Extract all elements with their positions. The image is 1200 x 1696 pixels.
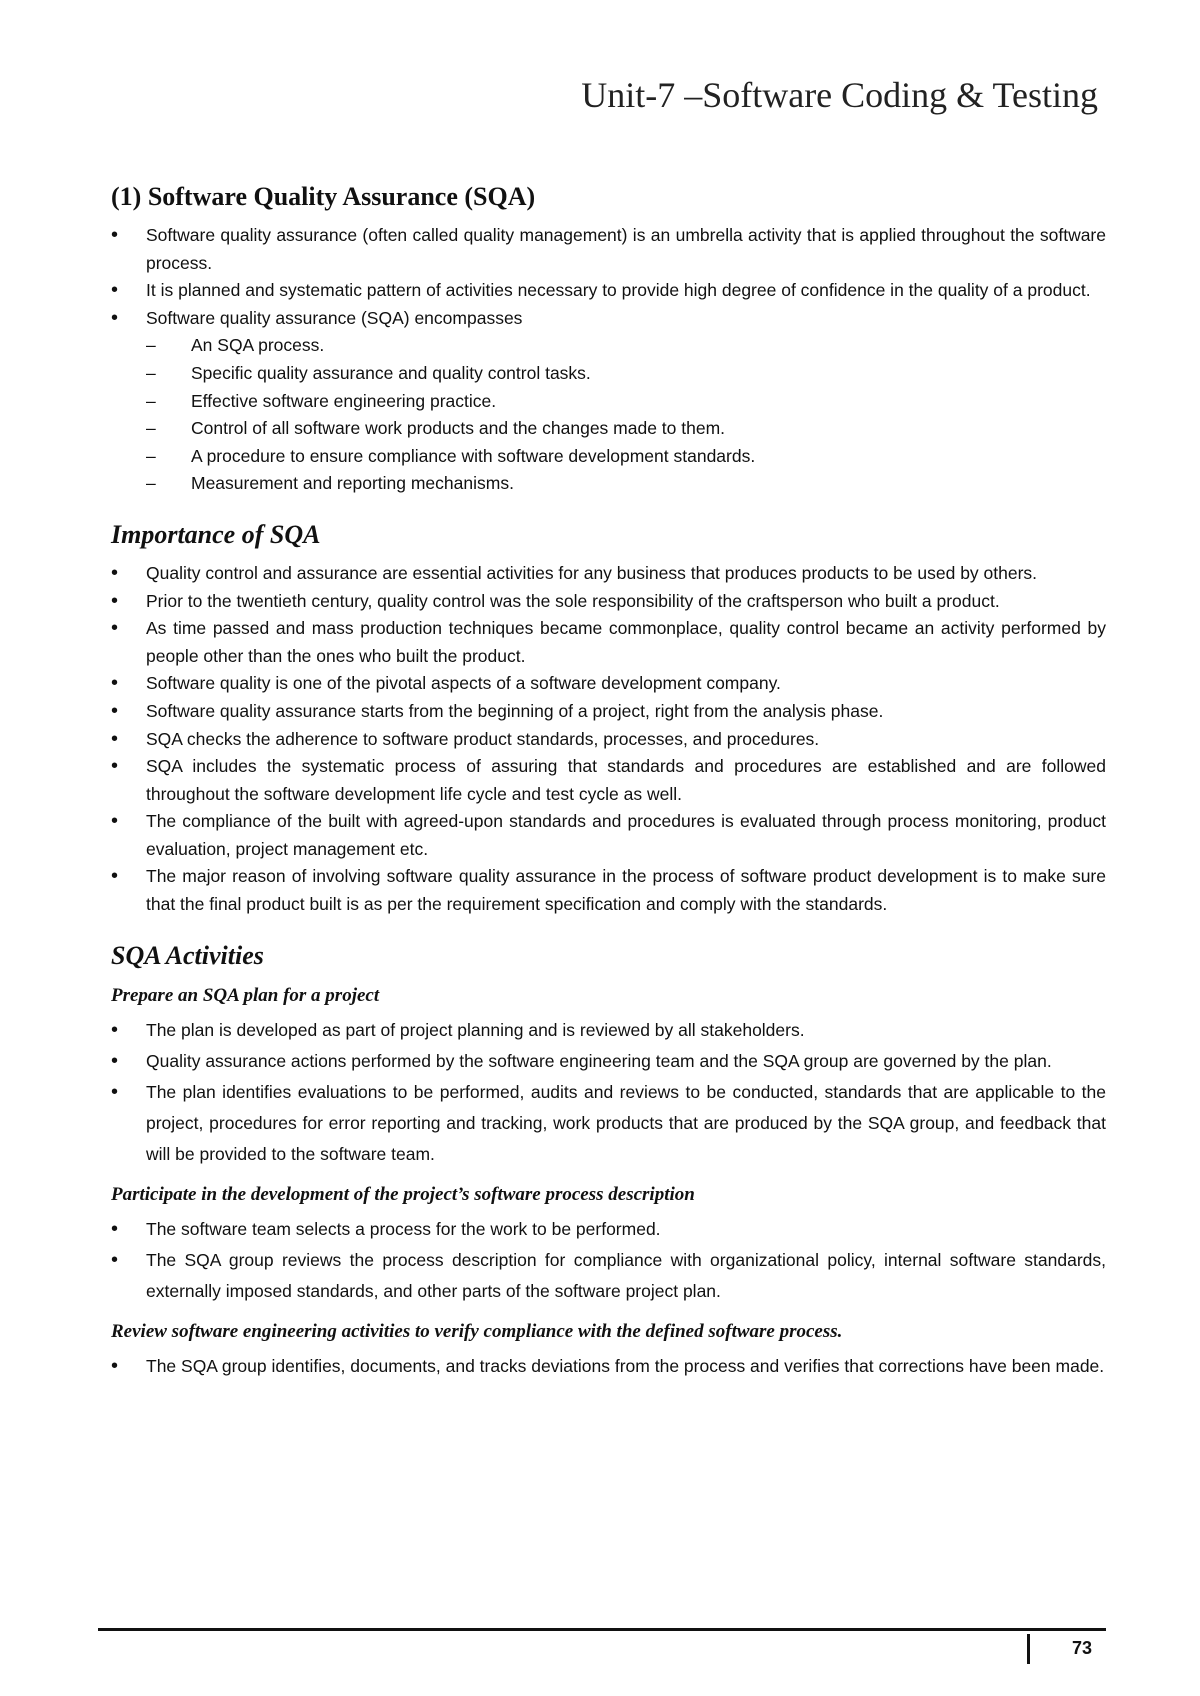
list-item: • Quality assurance actions performed by the software engineering team and the SQA group are governed by the plan. (111, 1046, 1106, 1077)
list-item: • The plan is developed as part of project planning and is reviewed by all stakeholders. (111, 1015, 1106, 1046)
sub-list-item: – An SQA process. (146, 332, 1106, 360)
page-header-title: Unit-7 –Software Coding & Testing (581, 75, 1098, 115)
heading-review-engineering-activities: Review software engineering activities to verify compliance with the defined software process. (111, 1320, 843, 1342)
list-item: • Software quality assurance (often called quality management) is an umbrella activity that is applied throughout the software process. (111, 222, 1106, 277)
footer-rule (98, 1628, 1106, 1631)
heading-importance-of-sqa: Importance of SQA (111, 519, 321, 549)
list-item: • The SQA group identifies, documents, and tracks deviations from the process and verifies that corrections have been made. (111, 1351, 1106, 1382)
list-item: • The plan identifies evaluations to be performed, audits and reviews to be conducted, standards that are applicable to the project, procedures for error reporting and tracking, work products that are produced by the SQA group, and feedback that will be provided to the software team. (111, 1077, 1106, 1170)
sub-list-item: – Control of all software work products and the changes made to them. (146, 415, 1106, 443)
section-title-sqa: (1) Software Quality Assurance (SQA) (111, 182, 536, 211)
list-item: • Software quality assurance starts from the beginning of a project, right from the analysis phase. (111, 698, 1106, 726)
list-item: • SQA includes the systematic process of assuring that standards and procedures are established and are followed throughout the software development life cycle and test cycle as well. (111, 753, 1106, 808)
sub-list-item: – A procedure to ensure compliance with software development standards. (146, 443, 1106, 471)
importance-list (111, 560, 1106, 919)
page-content (111, 182, 1106, 1382)
list-item: • The software team selects a process for the work to be performed. (111, 1214, 1106, 1245)
list-item: • The compliance of the built with agreed-upon standards and procedures is evaluated through process monitoring, product evaluation, project management etc. (111, 808, 1106, 863)
review-list (111, 1351, 1106, 1382)
list-item: • Software quality is one of the pivotal aspects of a software development company. (111, 670, 1106, 698)
list-item: • Quality control and assurance are essential activities for any business that produces products to be used by others. (111, 560, 1106, 588)
list-item: • Prior to the twentieth century, quality control was the sole responsibility of the craftsperson who built a product. (111, 588, 1106, 616)
sqa-intro-list (111, 222, 1106, 332)
list-item: • The SQA group reviews the process description for compliance with organizational policy, internal software standards, externally imposed standards, and other parts of the software project plan. (111, 1245, 1106, 1307)
list-item: • It is planned and systematic pattern of activities necessary to provide high degree of confidence in the quality of a product. (111, 277, 1106, 305)
heading-participate-process-description: Participate in the development of the project’s software process description (111, 1183, 695, 1205)
heading-sqa-activities: SQA Activities (111, 940, 264, 970)
sqa-encompasses-list (111, 332, 1106, 498)
footer-divider (1027, 1634, 1030, 1664)
sub-list-item: – Measurement and reporting mechanisms. (146, 470, 1106, 498)
participate-list (111, 1214, 1106, 1307)
plan-list (111, 1015, 1106, 1170)
sub-list-item: – Specific quality assurance and quality control tasks. (146, 360, 1106, 388)
list-item: • The major reason of involving software quality assurance in the process of software product development is to make sure that the final product built is as per the requirement specification and comply with the standards. (111, 863, 1106, 918)
page-number: 73 (1072, 1638, 1093, 1658)
list-item: • Software quality assurance (SQA) encompasses (111, 305, 1106, 333)
sub-list-item: – Effective software engineering practice. (146, 388, 1106, 416)
list-item: • SQA checks the adherence to software product standards, processes, and procedures. (111, 726, 1106, 754)
heading-prepare-sqa-plan: Prepare an SQA plan for a project (111, 984, 380, 1006)
list-item: • As time passed and mass production techniques became commonplace, quality control became an activity performed by people other than the ones who built the product. (111, 615, 1106, 670)
